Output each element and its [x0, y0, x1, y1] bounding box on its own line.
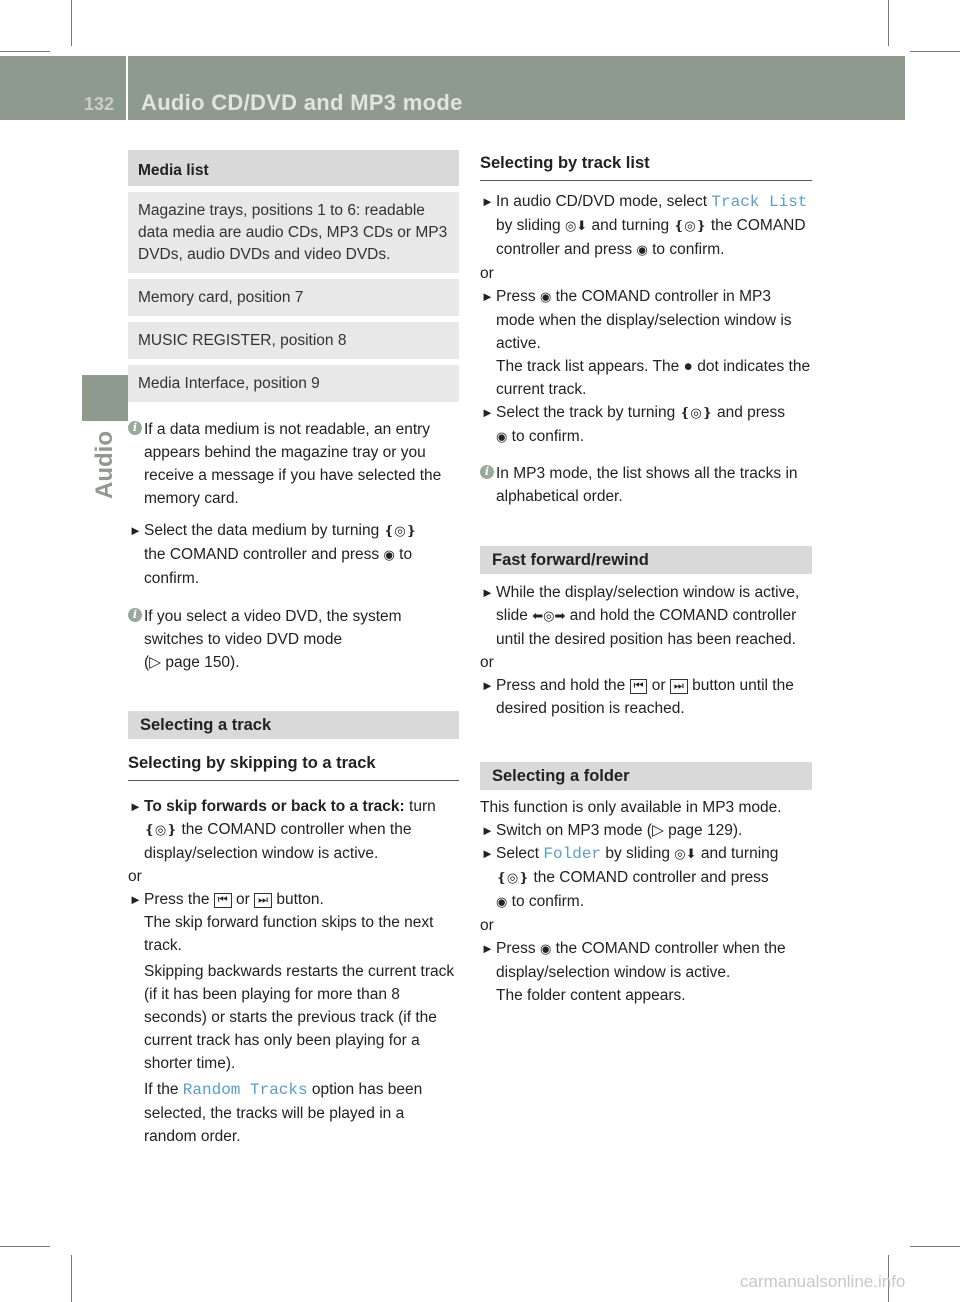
- step-text: to confirm.: [511, 893, 585, 910]
- step-text: or: [651, 677, 666, 694]
- step-text: the COMAND controller and press: [533, 869, 769, 886]
- skip-back-button-icon: ⏮: [630, 679, 648, 694]
- intro-text: This function is only available in MP3 mode.: [480, 799, 782, 816]
- skip-forward-button-icon: ⏭: [254, 893, 272, 908]
- crop-mark: [0, 51, 50, 52]
- step-text: or: [236, 891, 250, 908]
- menu-item-random-tracks: Random Tracks: [182, 1081, 308, 1099]
- step-result: Skipping backwards restarts the current track (if it has been playing for more than 8 seconds) or starts the previous track (if the current track has only been playing for a shorter time).: [144, 963, 455, 1072]
- right-column: [480, 150, 812, 1007]
- press-controller-icon: ◉: [636, 243, 648, 258]
- or-label: or: [480, 265, 494, 282]
- step-text: by sliding: [605, 845, 670, 862]
- step-text: Press: [496, 940, 536, 957]
- step-text: and press: [716, 404, 786, 421]
- step-text: option has been selected, the tracks will be played in a random order.: [144, 1081, 423, 1145]
- step-item: [480, 674, 812, 720]
- info-note: [128, 418, 459, 510]
- info-icon: i: [128, 608, 142, 622]
- step-item: [480, 937, 812, 1007]
- step-item: [480, 842, 812, 914]
- crop-mark: [0, 1246, 50, 1247]
- rotate-controller-icon: ❴◎❵: [144, 823, 178, 838]
- step-arrow-icon: ►: [481, 194, 494, 209]
- step-arrow-icon: ►: [481, 941, 494, 956]
- step-item: [480, 581, 812, 651]
- step-result: [496, 355, 812, 401]
- step-item: [128, 888, 459, 1148]
- step-text: Switch on MP3 mode (: [496, 822, 652, 839]
- step-text: the COMAND controller when the display/selection window is active.: [496, 940, 786, 981]
- step-text: Select the track by turning: [496, 404, 676, 421]
- section-tab-label-box: [80, 430, 130, 500]
- press-controller-icon: ◉: [496, 430, 508, 445]
- step-text: to confirm.: [144, 546, 413, 587]
- info-icon: i: [128, 421, 142, 435]
- subsection-heading: Selecting by skipping to a track: [128, 752, 459, 781]
- step-text: If the: [144, 1081, 179, 1098]
- page-number: 132: [84, 94, 115, 114]
- step-result: The skip forward function skips to the next track.: [144, 914, 434, 954]
- info-note: i If you select a video DVD, the system switches to video DVD mode (▷ page 150).: [128, 605, 459, 674]
- page-ref[interactable]: page 129).: [668, 822, 743, 839]
- press-controller-icon: ◉: [496, 895, 508, 910]
- press-controller-icon: ◉: [539, 290, 552, 305]
- step-text: Select the data medium by turning: [144, 522, 380, 539]
- section-heading: Selecting a folder: [480, 762, 812, 790]
- step-result: The folder content appears.: [496, 987, 686, 1004]
- or-label: or: [128, 868, 142, 885]
- step-text: to confirm.: [511, 428, 585, 445]
- info-text: In MP3 mode, the list shows all the tracks in alphabetical order.: [496, 465, 798, 505]
- step-arrow-icon: ►: [129, 523, 142, 538]
- step-arrow-icon: ►: [481, 585, 494, 600]
- step-lead: To skip forwards or back to a track:: [144, 798, 405, 815]
- info-text: If you select a video DVD, the system switches to video DVD mode: [144, 608, 402, 648]
- menu-item-track-list: Track List: [711, 193, 808, 211]
- step-arrow-icon: ►: [129, 892, 142, 907]
- skip-back-button-icon: ⏮: [214, 893, 232, 908]
- step-text: the COMAND controller in MP3 mode when the display/selection window is active.: [496, 288, 792, 352]
- step-arrow-icon: ►: [481, 289, 494, 304]
- step-text: Press and hold the: [496, 677, 626, 694]
- slide-down-controller-icon: ◎⬇: [564, 219, 588, 234]
- skip-forward-button-icon: ⏭: [670, 679, 688, 694]
- step-text: dot indicates the current track.: [496, 358, 811, 398]
- step-text: and turning: [700, 845, 779, 862]
- section-heading: Selecting a track: [128, 711, 459, 739]
- step-text: the COMAND controller and press: [144, 546, 380, 563]
- media-list-row: MUSIC REGISTER, position 8: [128, 322, 459, 359]
- press-controller-icon: ◉: [539, 942, 552, 957]
- step-text: In audio CD/DVD mode, select: [496, 193, 708, 210]
- section-heading: Fast forward/rewind: [480, 546, 812, 574]
- step-text: Select: [496, 845, 540, 862]
- crop-mark: [888, 0, 889, 46]
- section-tab-label: Audio: [91, 431, 118, 499]
- page-ref-arrow-icon: ▷: [651, 822, 664, 839]
- slide-down-controller-icon: ◎⬇: [674, 847, 697, 862]
- step-arrow-icon: ►: [481, 846, 494, 861]
- or-label: or: [480, 917, 494, 934]
- step-arrow-icon: ►: [481, 823, 494, 838]
- step-text: The track list appears. The: [496, 358, 680, 375]
- step-item: [128, 519, 459, 590]
- info-note: [480, 462, 812, 508]
- step-text: by sliding: [496, 217, 561, 234]
- page-ref-arrow-icon: ▷: [149, 654, 162, 671]
- step-text: While the display/selection window is active, slide: [496, 584, 800, 624]
- step-result: [144, 1078, 459, 1148]
- media-list-row: Magazine trays, positions 1 to 6: readable data media are audio CDs, MP3 CDs or MP3 DVDs, audio DVDs and video DVDs.: [128, 192, 459, 273]
- page-ref[interactable]: page 150).: [165, 654, 240, 671]
- step-item: [480, 190, 812, 262]
- media-list-heading: Media list: [128, 150, 459, 186]
- page-title: Audio CD/DVD and MP3 mode: [141, 90, 463, 115]
- step-item: [480, 285, 812, 401]
- media-list-row: Media Interface, position 9: [128, 365, 459, 402]
- crop-mark: [910, 51, 960, 52]
- or-label: or: [480, 654, 494, 671]
- step-text: to confirm.: [652, 241, 725, 258]
- step-text: and hold the COMAND controller until the desired position has been reached.: [496, 607, 797, 648]
- rotate-controller-icon: ❴◎❵: [496, 871, 530, 886]
- dot-icon: ●: [683, 358, 693, 375]
- info-icon: i: [480, 465, 494, 479]
- menu-item-folder: Folder: [543, 845, 602, 863]
- crop-mark: [71, 0, 72, 46]
- press-controller-icon: ◉: [383, 548, 395, 563]
- crop-mark: [910, 1246, 960, 1247]
- rotate-controller-icon: ❴◎❵: [383, 524, 417, 539]
- rotate-controller-icon: ❴◎❵: [679, 406, 713, 421]
- step-text: the COMAND controller and press: [496, 217, 806, 258]
- step-arrow-icon: ►: [481, 678, 494, 693]
- step-arrow-icon: ►: [481, 405, 494, 420]
- step-text: button.: [276, 891, 324, 908]
- step-text: the COMAND controller when the display/selection window is active.: [144, 821, 412, 862]
- rotate-controller-icon: ❴◎❵: [673, 219, 707, 234]
- step-arrow-icon: ►: [129, 799, 142, 814]
- media-list-row: Memory card, position 7: [128, 279, 459, 316]
- crop-mark: [71, 1255, 72, 1302]
- watermark: carmanualsonline.info: [740, 1272, 906, 1291]
- info-text: If a data medium is not readable, an entry appears behind the magazine tray or you receive a message if you have selected the memory card.: [144, 421, 442, 507]
- step-text: Press: [496, 288, 536, 305]
- step-item: [128, 795, 459, 865]
- subsection-heading: Selecting by track list: [480, 152, 812, 181]
- step-text: and turning: [591, 217, 670, 234]
- left-column: [128, 150, 459, 1148]
- step-item: [480, 401, 812, 449]
- step-item: [480, 819, 812, 842]
- step-text: Press the: [144, 891, 210, 908]
- media-list-table: [128, 150, 459, 402]
- step-text: turn: [409, 798, 436, 815]
- slide-left-right-controller-icon: ⬅◎➡: [532, 609, 566, 624]
- step-text: button until the desired position is reached.: [496, 677, 794, 717]
- section-tab: [82, 375, 128, 421]
